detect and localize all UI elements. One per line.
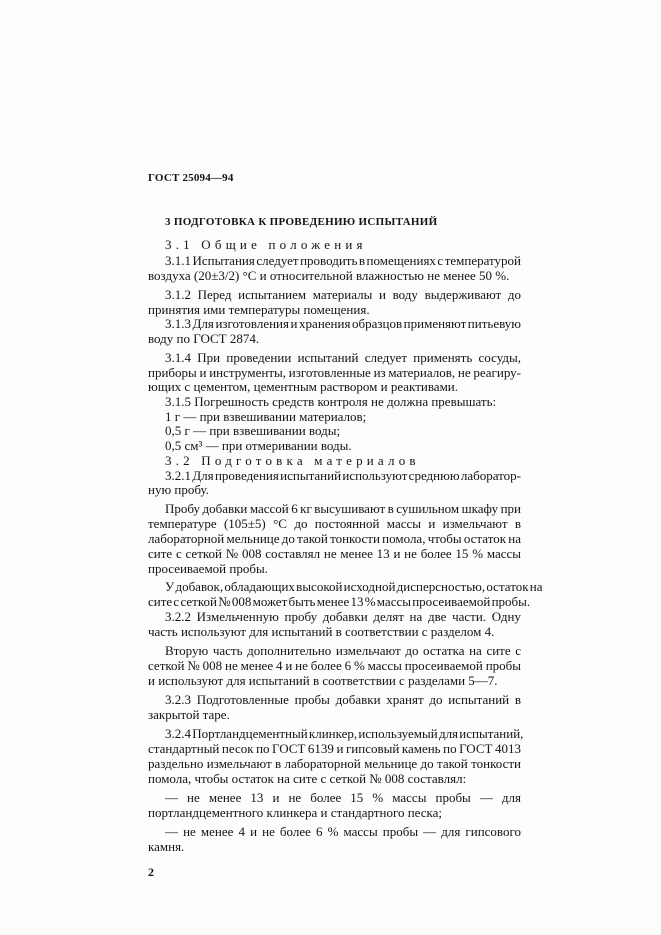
text-line: сите с сеткой № 008 может быть менее 13 % массы просеиваемой пробы. [148, 594, 531, 609]
text-line: часть используют для испытаний в соответствии с разделом 4. [148, 624, 495, 639]
section-title: 3 ПОДГОТОВКА К ПРОВЕДЕНИЮ ИСПЫТАНИЙ [165, 216, 438, 228]
text-line: просеиваемой пробы. [148, 561, 268, 576]
text-line: 3.1.4 При проведении испытаний следует применять сосуды, [165, 350, 521, 365]
text-line: 0,5 см³ — при отмеривании воды. [165, 438, 352, 453]
text-line: 3.1.3 Для изготовления и хранения образцов применяют питьевую [165, 316, 521, 331]
text-line: ную пробу. [148, 482, 209, 497]
text-line: лабораторной мельнице до такой тонкости помола, чтобы остаток на [148, 531, 521, 546]
text-line: Пробу добавки массой 6 кг высушивают в сушильном шкафу при [165, 501, 521, 516]
text-line: 3.2.3 Подготовленные пробы добавки хранят до испытаний в [165, 692, 521, 707]
text-line: и используют для испытаний в соответствии с разделами 5—7. [148, 673, 498, 688]
text-line: Вторую часть дополнительно измельчают до остатка на сите с [165, 643, 521, 658]
text-line: закрытой таре. [148, 707, 230, 722]
subsection-heading: 3.2 Подготовка материалов [165, 453, 420, 468]
text-line: воздуха (20±3/2) °С и относительной влажностью не менее 50 %. [148, 268, 510, 283]
running-header: ГОСТ 25094—94 [148, 172, 234, 184]
text-line: 1 г — при взвешивании материалов; [165, 409, 367, 424]
text-line: температуре (105±5) °С до постоянной массы и измельчают в [148, 516, 521, 531]
text-line: камня. [148, 839, 185, 854]
text-line: У добавок, обладающих высокой исходной дисперсностью, остаток на [165, 579, 543, 594]
text-line: воду по ГОСТ 2874. [148, 331, 260, 346]
text-line: 3.1.2 Перед испытанием материалы и воду выдерживают до [165, 287, 521, 302]
page-number: 2 [148, 865, 154, 879]
text-line: стандартный песок по ГОСТ 6139 и гипсовый камень по ГОСТ 4013 [148, 741, 521, 756]
text-line: сите с сеткой № 008 составлял не менее 13 и не более 15 % массы [148, 546, 521, 561]
text-line: помола, чтобы остаток на сите с сеткой № 008 составлял: [148, 771, 467, 786]
text-line: 3.2.4 Портландцементный клинкер, используемый для испытаний, [165, 726, 524, 741]
text-line: 3.1.1 Испытания следует проводить в помещениях с температурой [165, 253, 521, 268]
text-line: 3.1.5 Погрешность средств контроля не должна превышать: [165, 394, 497, 409]
text-line: принятия ими температуры помещения. [148, 302, 370, 317]
text-line: — не менее 13 и не более 15 % массы пробы — для [165, 790, 521, 805]
text-line: 0,5 г — при взвешивании воды; [165, 423, 341, 438]
text-line: ющих с цементом, цементным раствором и реактивами. [148, 379, 459, 394]
text-line: приборы и инструменты, изготовленные из материалов, не реагиру- [148, 365, 521, 380]
text-line: раздельно измельчают в лабораторной мельнице до такой тонкости [148, 756, 521, 771]
text-line: сеткой № 008 не менее 4 и не более 6 % массы просеиваемой пробы [148, 658, 521, 673]
subsection-heading: 3.1 Общие положения [165, 237, 367, 252]
text-line: 3.2.1 Для проведения испытаний используют среднюю лаборатор- [165, 468, 521, 483]
text-line: — не менее 4 и не более 6 % массы пробы — для гипсового [165, 824, 521, 839]
text-line: 3.2.2 Измельченную пробу добавки делят на две части. Одну [165, 609, 521, 624]
text-line: портландцементного клинкера и стандартного песка; [148, 805, 443, 820]
